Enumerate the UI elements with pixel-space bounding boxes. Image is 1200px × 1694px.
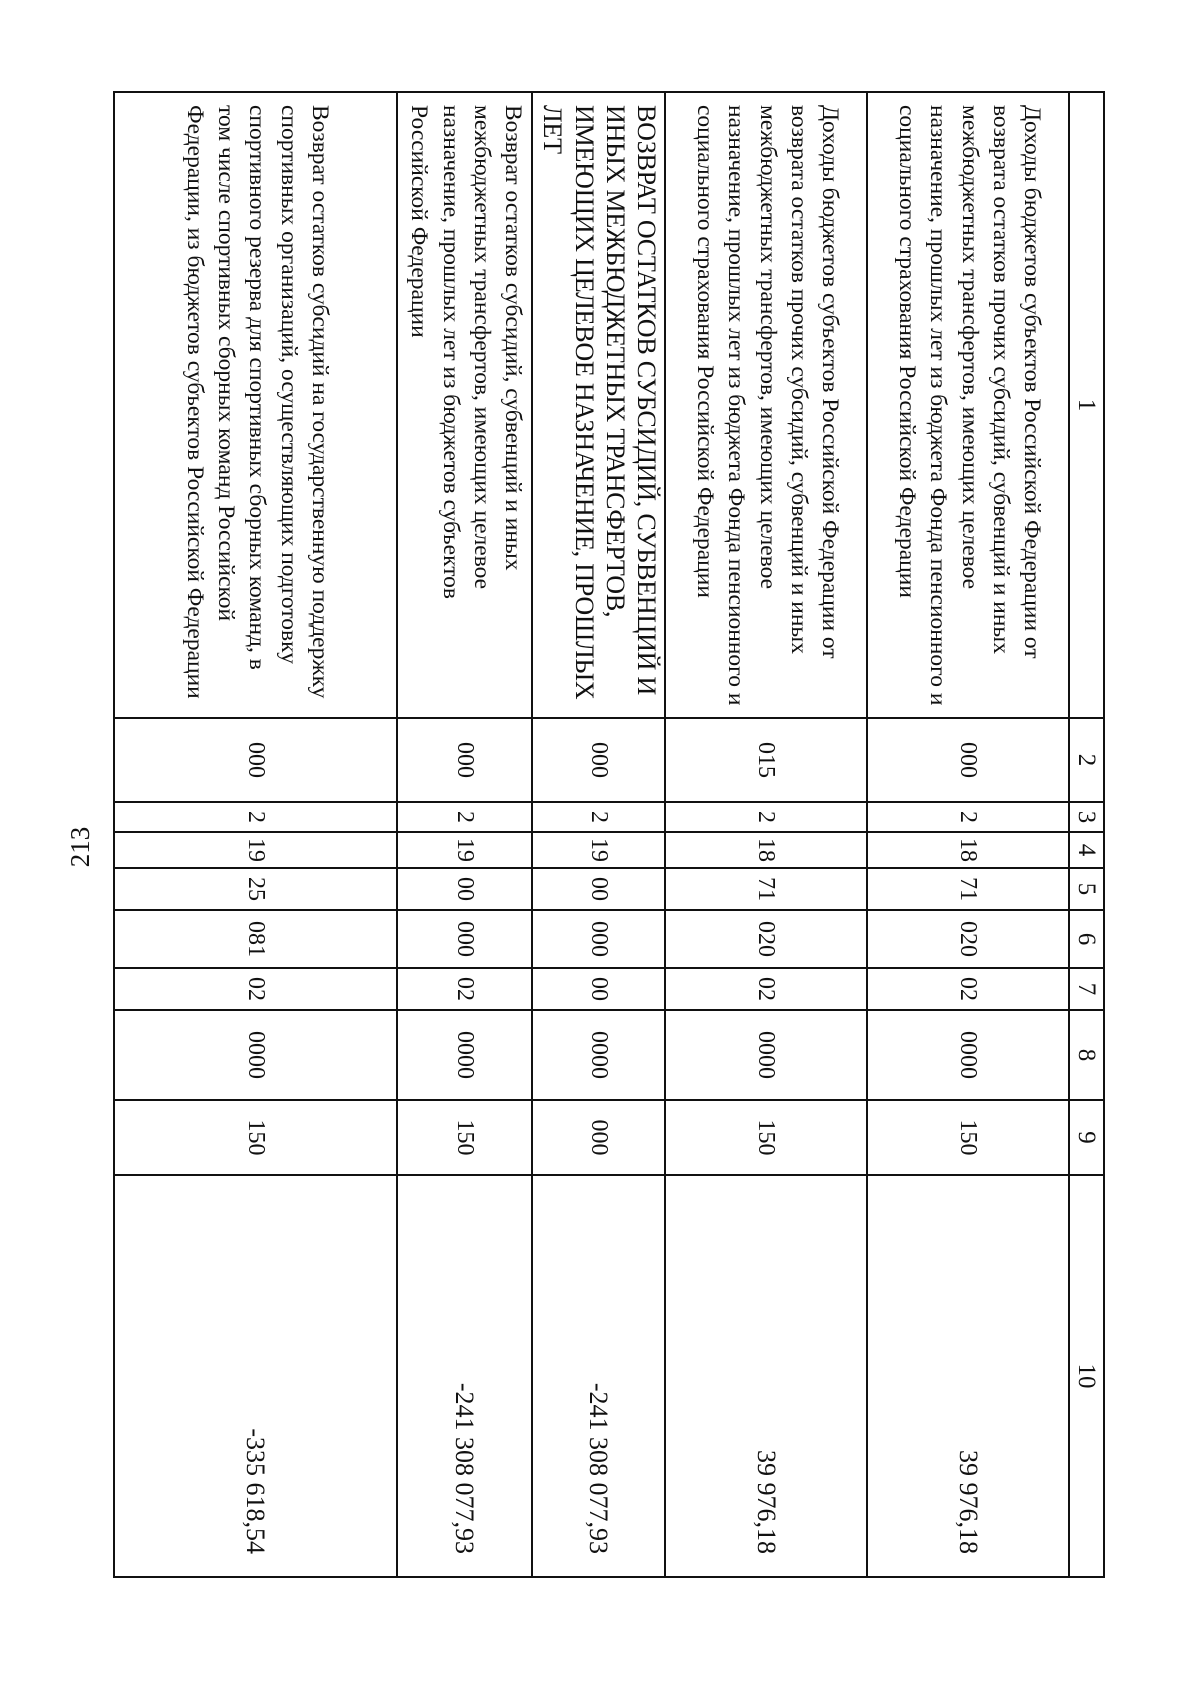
code-cell: 2 xyxy=(397,802,532,832)
table-row xyxy=(665,92,867,1577)
code-cell: 0000 xyxy=(397,1010,532,1100)
header-cell: 8 xyxy=(1069,1010,1104,1100)
row-description: Возврат остатков субсидий на государственную поддержку спортивных организаций, осуществляющих подготовку спортивного резерва для спортивных сборных команд, в том числе спортивных сборных команд Российской Федерации, из бюджетов субъектов Российской Федерации xyxy=(114,92,397,718)
header-cell: 10 xyxy=(1069,1175,1104,1577)
code-cell: 0000 xyxy=(665,1010,867,1100)
code-cell: 000 xyxy=(532,718,665,802)
table-row xyxy=(397,92,532,1577)
code-cell: 71 xyxy=(867,868,1069,910)
code-cell: 02 xyxy=(665,968,867,1010)
code-cell: 150 xyxy=(397,1100,532,1175)
amount-cell: 39 976,18 xyxy=(867,1175,1069,1577)
header-cell: 6 xyxy=(1069,910,1104,968)
code-cell: 0000 xyxy=(114,1010,397,1100)
table-row xyxy=(867,92,1069,1577)
code-cell: 02 xyxy=(114,968,397,1010)
code-cell: 19 xyxy=(114,832,397,868)
code-cell: 00 xyxy=(532,868,665,910)
amount-cell: 39 976,18 xyxy=(665,1175,867,1577)
row-description: Доходы бюджетов субъектов Российской Федерации от возврата остатков прочих субсидий, субвенций и иных межбюджетных трансфертов, имеющих целевое назначение, прошлых лет из бюджета Фонда пенсионного и социального страхования Российской Федерации xyxy=(867,92,1069,718)
code-cell: 25 xyxy=(114,868,397,910)
code-cell: 020 xyxy=(867,910,1069,968)
code-cell: 000 xyxy=(532,910,665,968)
budget-table xyxy=(113,91,1105,1578)
code-cell: 150 xyxy=(665,1100,867,1175)
code-cell: 000 xyxy=(397,910,532,968)
code-cell: 0000 xyxy=(867,1010,1069,1100)
code-cell: 150 xyxy=(114,1100,397,1175)
header-cell: 1 xyxy=(1069,92,1104,718)
code-cell: 020 xyxy=(665,910,867,968)
row-description: Возврат остатков субсидий, субвенций и иных межбюджетных трансфертов, имеющих целевое назначение, прошлых лет из бюджетов субъектов Российской Федерации xyxy=(397,92,532,718)
row-description: ВОЗВРАТ ОСТАТКОВ СУБСИДИЙ, СУБВЕНЦИЙ И ИНЫХ МЕЖБЮДЖЕТНЫХ ТРАНСФЕРТОВ, ИМЕЮЩИХ ЦЕЛЕВОЕ НАЗНАЧЕНИЕ, ПРОШЛЫХ ЛЕТ xyxy=(532,92,665,718)
header-cell: 7 xyxy=(1069,968,1104,1010)
code-cell: 000 xyxy=(397,718,532,802)
code-cell: 081 xyxy=(114,910,397,968)
code-cell: 2 xyxy=(867,802,1069,832)
code-cell: 2 xyxy=(532,802,665,832)
table-row xyxy=(114,92,397,1577)
code-cell: 19 xyxy=(532,832,665,868)
header-cell: 4 xyxy=(1069,832,1104,868)
code-cell: 02 xyxy=(867,968,1069,1010)
code-cell: 18 xyxy=(867,832,1069,868)
row-description: Доходы бюджетов субъектов Российской Федерации от возврата остатков прочих субсидий, субвенций и иных межбюджетных трансфертов, имеющих целевое назначение, прошлых лет из бюджета Фонда пенсионного и социального страхования Российской Федерации xyxy=(665,92,867,718)
code-cell: 02 xyxy=(397,968,532,1010)
header-cell: 5 xyxy=(1069,868,1104,910)
code-cell: 015 xyxy=(665,718,867,802)
code-cell: 2 xyxy=(665,802,867,832)
code-cell: 150 xyxy=(867,1100,1069,1175)
header-row xyxy=(1069,92,1104,1577)
amount-cell: -241 308 077,93 xyxy=(397,1175,532,1577)
table-row xyxy=(532,92,665,1577)
amount-cell: -335 618,54 xyxy=(114,1175,397,1577)
code-cell: 000 xyxy=(532,1100,665,1175)
rotated-table-container xyxy=(120,91,1105,1576)
code-cell: 00 xyxy=(397,868,532,910)
amount-cell: -241 308 077,93 xyxy=(532,1175,665,1577)
header-cell: 9 xyxy=(1069,1100,1104,1175)
code-cell: 19 xyxy=(397,832,532,868)
code-cell: 00 xyxy=(532,968,665,1010)
code-cell: 0000 xyxy=(532,1010,665,1100)
code-cell: 000 xyxy=(114,718,397,802)
code-cell: 000 xyxy=(867,718,1069,802)
code-cell: 18 xyxy=(665,832,867,868)
page-number: 213 xyxy=(65,826,95,868)
code-cell: 71 xyxy=(665,868,867,910)
header-cell: 2 xyxy=(1069,718,1104,802)
code-cell: 2 xyxy=(114,802,397,832)
header-cell: 3 xyxy=(1069,802,1104,832)
